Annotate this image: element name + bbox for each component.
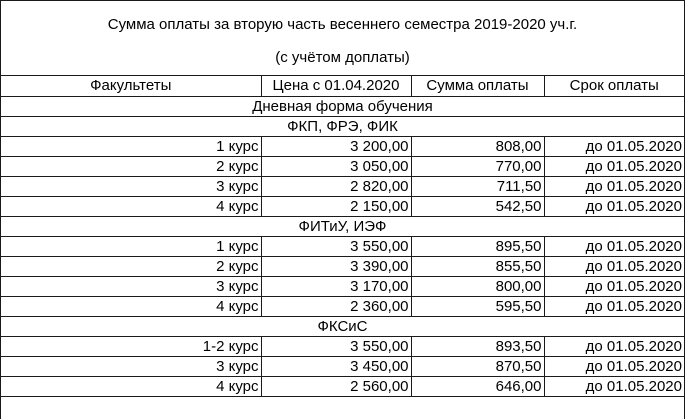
deadline-cell: до 01.05.2020 xyxy=(544,136,684,156)
deadline-cell: до 01.05.2020 xyxy=(544,236,684,256)
course-cell: 3 курс xyxy=(1,356,261,376)
sum-cell: 895,50 xyxy=(411,236,544,256)
sum-cell: 595,50 xyxy=(411,296,544,316)
course-cell: 2 курс xyxy=(1,156,261,176)
deadline-cell: до 01.05.2020 xyxy=(544,256,684,276)
group-row xyxy=(1,216,684,236)
deadline-cell: до 01.05.2020 xyxy=(544,176,684,196)
table-row xyxy=(1,376,684,396)
table-row xyxy=(1,156,684,176)
payment-table xyxy=(1,76,684,397)
price-cell: 3 450,00 xyxy=(261,356,411,376)
sum-cell: 770,00 xyxy=(411,156,544,176)
course-cell: 3 курс xyxy=(1,276,261,296)
price-cell: 3 050,00 xyxy=(261,156,411,176)
group-title: ФКП, ФРЭ, ФИК xyxy=(1,116,684,136)
sum-cell: 711,50 xyxy=(411,176,544,196)
table-row xyxy=(1,276,684,296)
price-cell: 2 360,00 xyxy=(261,296,411,316)
course-cell: 1 курс xyxy=(1,236,261,256)
column-header-sum: Сумма оплаты xyxy=(411,76,544,96)
sum-cell: 646,00 xyxy=(411,376,544,396)
form-title-row xyxy=(1,96,684,116)
deadline-cell: до 01.05.2020 xyxy=(544,336,684,356)
sum-cell: 800,00 xyxy=(411,276,544,296)
form-title: Дневная форма обучения xyxy=(1,96,684,116)
table-row xyxy=(1,296,684,316)
deadline-cell: до 01.05.2020 xyxy=(544,376,684,396)
course-cell: 4 курс xyxy=(1,296,261,316)
sum-cell: 808,00 xyxy=(411,136,544,156)
price-cell: 3 550,00 xyxy=(261,236,411,256)
sum-cell: 893,50 xyxy=(411,336,544,356)
table-row xyxy=(1,336,684,356)
price-cell: 2 150,00 xyxy=(261,196,411,216)
deadline-cell: до 01.05.2020 xyxy=(544,156,684,176)
course-cell: 3 курс xyxy=(1,176,261,196)
price-cell: 2 560,00 xyxy=(261,376,411,396)
price-cell: 3 200,00 xyxy=(261,136,411,156)
table-row xyxy=(1,196,684,216)
course-cell: 4 курс xyxy=(1,376,261,396)
group-row xyxy=(1,116,684,136)
table-row xyxy=(1,356,684,376)
title-block xyxy=(1,1,684,76)
price-cell: 3 170,00 xyxy=(261,276,411,296)
price-cell: 2 820,00 xyxy=(261,176,411,196)
column-header-faculties: Факультеты xyxy=(1,76,261,96)
group-row xyxy=(1,316,684,336)
table-row xyxy=(1,176,684,196)
table-row xyxy=(1,136,684,156)
price-cell: 3 390,00 xyxy=(261,256,411,276)
group-title: ФИТиУ, ИЭФ xyxy=(1,216,684,236)
deadline-cell: до 01.05.2020 xyxy=(544,296,684,316)
column-header-price: Цена с 01.04.2020 xyxy=(261,76,411,96)
course-cell: 1-2 курс xyxy=(1,336,261,356)
course-cell: 4 курс xyxy=(1,196,261,216)
sum-cell: 870,50 xyxy=(411,356,544,376)
page-title: Сумма оплаты за вторую часть весеннего семестра 2019-2020 уч.г. xyxy=(107,16,578,33)
price-cell: 3 550,00 xyxy=(261,336,411,356)
sum-cell: 855,50 xyxy=(411,256,544,276)
column-header-deadline: Срок оплаты xyxy=(544,76,684,96)
course-cell: 2 курс xyxy=(1,256,261,276)
table-row xyxy=(1,236,684,256)
deadline-cell: до 01.05.2020 xyxy=(544,356,684,376)
header-row xyxy=(1,76,684,96)
group-title: ФКСиС xyxy=(1,316,684,336)
deadline-cell: до 01.05.2020 xyxy=(544,276,684,296)
deadline-cell: до 01.05.2020 xyxy=(544,196,684,216)
table-row xyxy=(1,256,684,276)
sum-cell: 542,50 xyxy=(411,196,544,216)
page-subtitle: (с учётом доплаты) xyxy=(275,49,410,66)
course-cell: 1 курс xyxy=(1,136,261,156)
